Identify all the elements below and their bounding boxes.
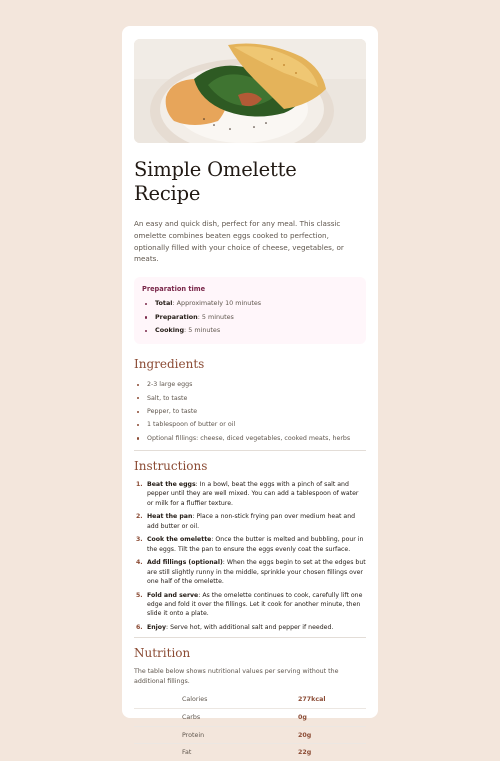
step-text: : In a bowl, beat the eggs with a pinch of salt and pepper until they are well mixed. You can add a tablespoon of water or milk for a fluffier texture. (147, 481, 359, 507)
step-label: Cook the omelette (147, 536, 212, 544)
list-item: Optional fillings: cheese, diced vegetables, cooked meats, herbs (134, 432, 366, 445)
step-text: : Once the butter is melted and bubbling, pour in the eggs. Tilt the pan to ensure the eggs evenly coat the surface. (147, 536, 364, 553)
nutrition-description: The table below shows nutritional values per serving without the additional fillings. (134, 668, 339, 686)
step-number: 2. (136, 513, 143, 521)
step-label: Beat the eggs (147, 481, 196, 489)
prep-value: : 5 minutes (184, 326, 221, 335)
ingredients-list (134, 378, 366, 445)
recipe-card (122, 26, 378, 757)
nutrient-value: 277kcal (250, 691, 366, 709)
list-item: Pepper, to taste (134, 405, 366, 418)
nutrition-heading: Nutrition (134, 646, 191, 661)
instructions-list (134, 480, 366, 632)
nutrient-name: Fat (182, 749, 192, 757)
nutrient-value: 20g (250, 726, 366, 744)
list-item: Salt, to taste (134, 392, 366, 405)
step-label: Add fillings (optional) (147, 559, 223, 567)
ingredients-heading: Ingredients (134, 357, 205, 372)
prep-label: Cooking (155, 326, 185, 335)
list-item (142, 297, 358, 311)
preparation-title: Preparation time (142, 285, 206, 294)
omelette-image (134, 39, 366, 143)
list-item (142, 324, 358, 338)
table-row (134, 691, 366, 709)
prep-value: : Approximately 10 minutes (172, 299, 262, 308)
step-label: Enjoy (147, 623, 167, 631)
prep-label: Preparation (155, 312, 198, 321)
list-item (134, 480, 366, 508)
list-item (134, 623, 366, 632)
preparation-list (142, 297, 358, 338)
step-number: 4. (136, 559, 143, 567)
nutrient-value: 0g (250, 709, 366, 727)
prep-label: Total (155, 299, 173, 308)
step-number: 3. (136, 536, 143, 544)
step-label: Fold and serve (147, 591, 199, 599)
nutrient-name: Calories (134, 691, 250, 709)
list-item (134, 591, 366, 619)
divider (134, 637, 366, 638)
list-item: 1 tablespoon of butter or oil (134, 418, 366, 431)
instructions-heading: Instructions (134, 459, 208, 474)
step-text: : Serve hot, with additional salt and pepper if needed. (166, 623, 334, 631)
table-row (134, 709, 366, 727)
step-label: Heat the pan (147, 513, 193, 521)
recipe-intro: An easy and quick dish, perfect for any meal. This classic omelette combines beaten eggs cooked to perfection, optionally filled with your choice of cheese, vegetables, or meats. (134, 219, 344, 264)
nutrient-value: 22g (298, 749, 312, 757)
nutrient-name: Protein (134, 726, 250, 744)
list-item (134, 558, 366, 586)
step-text: : As the omelette continues to cook, carefully lift one edge and fold it over the fillings. Let it cook for another minute, then slide it onto a plate. (147, 591, 363, 618)
prep-value: : 5 minutes (197, 312, 234, 321)
step-number: 6. (136, 623, 143, 631)
recipe-title: Simple Omelette Recipe (134, 158, 297, 205)
list-item (142, 311, 358, 325)
table-row (134, 726, 366, 744)
step-number: 5. (136, 591, 143, 599)
preparation-box (134, 277, 366, 344)
divider (134, 450, 366, 451)
step-number: 1. (136, 481, 143, 489)
table-row (134, 744, 366, 761)
list-item (134, 512, 366, 530)
list-item: 2-3 large eggs (134, 378, 366, 391)
step-text: : Place a non-stick frying pan over medium heat and add butter or oil. (147, 513, 356, 530)
step-text: : When the eggs begin to set at the edges but are still slightly runny in the middle, sprinkle your chosen fillings over one half of the omelette. (147, 559, 366, 585)
nutrition-table (134, 691, 366, 761)
nutrient-name: Carbs (134, 709, 250, 727)
list-item (134, 535, 366, 553)
